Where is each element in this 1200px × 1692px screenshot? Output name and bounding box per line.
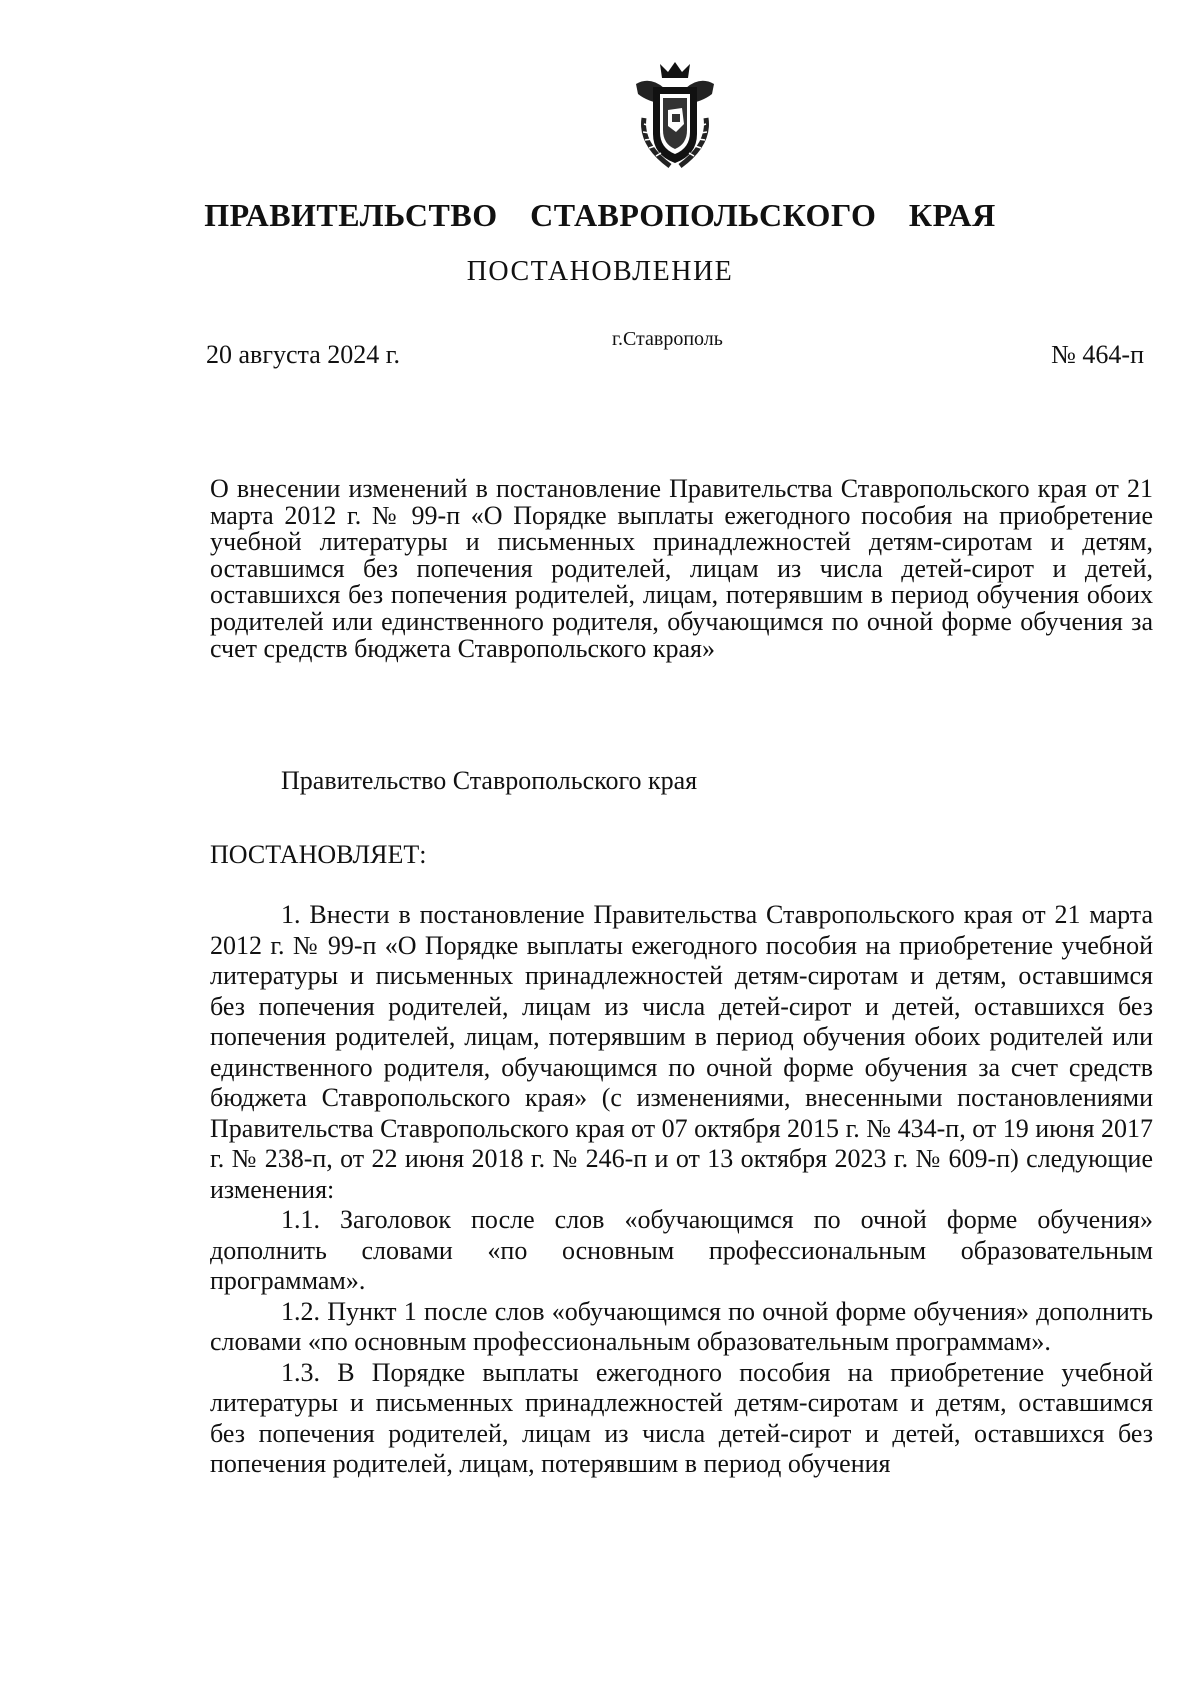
organization-title: ПРАВИТЕЛЬСТВО СТАВРОПОЛЬСКОГО КРАЯ [204,197,996,233]
paragraph-1-2: 1.2. Пункт 1 после слов «обучающимся по очной форме обучения» дополнить словами «по основным профессиональным образовательным программам». [210,1296,1153,1356]
document-body [210,900,1153,1480]
document-type: ПОСТАНОВЛЕНИЕ [466,256,734,287]
paragraph-1-3: 1.3. В Порядке выплаты ежегодного пособия на приобретение учебной литературы и письменных принадлежностей детям-сиротам и детям, оставшимся без попечения родителей, лицам из числа детей-сирот и детей, оставшихся без попечения родителей, лицам, потерявшим в период обучения [210,1357,1153,1478]
coat-of-arms-icon [630,58,720,170]
document-city: г.Ставрополь [612,328,723,350]
paragraph-1: 1. Внести в постановление Правительства Ставропольского края от 21 марта 2012 г. № 99-п «О Порядке выплаты ежегодного пособия на приобретение учебной литературы и письменных принадлежностей детям-сиротам и детям, оставшимся без попечения родителей, лицам из числа детей-сирот и детей, оставшихся без попечения родителей, лицам, потерявшим в период обучения обоих родителей или единственного родителя, обучающимся по очной форме обучения за счет средств бюджета Ставропольского края» (с изменениями, внесенными постановлениями Правительства Ставропольского края от 07 октября 2015 г. № 434-п, от 19 июня 2017 г. № 238-п, от 22 июня 2018 г. № 246-п и от 13 октября 2023 г. № 609-п) следующие изменения: [210,900,1153,1204]
preamble: Правительство Ставропольского края [281,766,698,795]
document-subject: О внесении изменений в постановление Правительства Ставропольского края от 21 марта 2012 г. № 99-п «О Порядке выплаты ежегодного пособия на приобретение учебной литературы и письменных принадлежностей детям-сиротам и детям, оставшимся без попечения родителей, лицам из числа детей-сирот и детей, оставшихся без попечения родителей, лицам, потерявшим в период обучения обоих родителей или единственного родителя, обучающимся по очной форме обучения за счет средств бюджета Ставропольского края» [210,474,1153,663]
document-date: 20 августа 2024 г. [206,340,400,369]
paragraph-1-1: 1.1. Заголовок после слов «обучающимся по очной форме обучения» дополнить словами «по основным профессиональным образовательным программам». [210,1205,1153,1295]
document-number: № 464-п [1051,340,1144,369]
decree-word: ПОСТАНОВЛЯЕТ: [210,840,427,869]
